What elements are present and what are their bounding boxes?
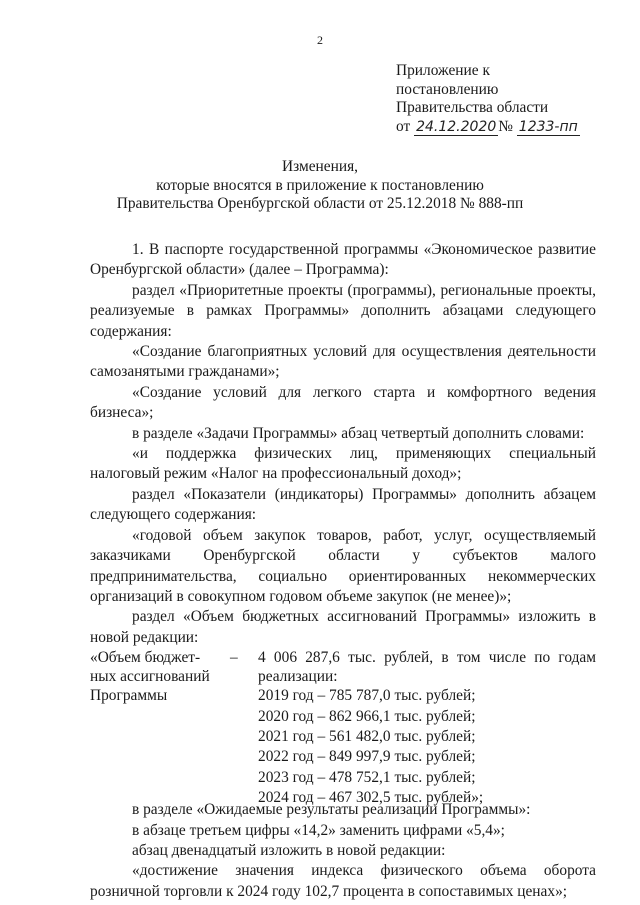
appendix-number-sign: № xyxy=(498,117,513,135)
appendix-number: 1233-пп xyxy=(518,118,578,135)
appendix-block xyxy=(396,62,626,136)
budget-table xyxy=(90,648,596,807)
budget-dash: – xyxy=(230,649,238,667)
budget-label-line: Программы xyxy=(90,687,168,705)
appendix-date: 24.12.2020 xyxy=(416,118,497,135)
budget-label-line: ных ассигнований xyxy=(90,668,210,686)
heading-line-3: Правительства Оренбургской области от 25.12.2018 № 888-пп xyxy=(116,195,524,212)
appendix-line-2: постановлению xyxy=(396,80,499,98)
paragraph: в разделе «Задачи Программы» абзац четвертый дополнить словами: xyxy=(132,424,585,442)
budget-year-row: 2019 год – 785 787,0 тыс. рублей; xyxy=(258,687,476,705)
budget-total: 4 006 287,6 тыс. рублей, в том числе по годам реализации: xyxy=(258,649,596,686)
appendix-line-1: Приложение к xyxy=(396,62,490,79)
paragraph: «Создание условий для легкого старта и комфортного ведения бизнеса»; xyxy=(90,383,596,422)
appendix-date-line xyxy=(396,118,626,137)
budget-year-row: 2023 год – 478 752,1 тыс. рублей; xyxy=(258,768,476,786)
paragraph: 1. В паспорте государственной программы «Экономическое развитие Оренбургской области» (далее – Программа): xyxy=(90,241,596,279)
paragraph: абзац двенадцатый изложить в новой редакции: xyxy=(132,841,446,859)
paragraph: в абзаце третьем цифры «14,2» заменить цифрами «5,4»; xyxy=(132,821,505,839)
document-body xyxy=(90,240,596,902)
paragraph: «и поддержка физических лиц, применяющих специальный налоговый режим «Налог на профессиональный доход»; xyxy=(90,445,596,483)
heading-line-2: которые вносятся в приложение к постановлению xyxy=(156,176,484,194)
paragraph: раздел «Объем бюджетных ассигнований Программы» изложить в новой редакции: xyxy=(90,608,596,646)
page-number: 2 xyxy=(317,33,323,47)
paragraph: раздел «Показатели (индикаторы) Программы» дополнить абзацем следующего содержания: xyxy=(90,485,596,524)
document-heading xyxy=(0,158,640,214)
paragraph: «годовой объем закупок товаров, работ, услуг, осуществляемый заказчиками Оренбургской области у субъектов малого предпринимательства, социально ориентированных некоммерческих организаций в совокупном годовом объеме закупок (не менее)»; xyxy=(90,526,596,605)
budget-label-line: «Объем бюджет- xyxy=(90,649,201,667)
budget-values xyxy=(258,648,596,808)
budget-year-row: 2022 год – 849 997,9 тыс. рублей; xyxy=(258,748,476,766)
paragraph: в разделе «Ожидаемые результаты реализации Программы»: xyxy=(132,801,531,819)
budget-year-row: 2020 год – 862 966,1 тыс. рублей; xyxy=(258,707,476,725)
budget-year-row: 2021 год – 561 482,0 тыс. рублей; xyxy=(258,727,476,745)
paragraph: «достижение значения индекса физического объема оборота розничной торговли к 2024 году 102,7 процента в сопоставимых ценах»; xyxy=(90,862,596,900)
heading-line-1: Изменения, xyxy=(281,158,358,175)
appendix-prefix: от xyxy=(396,117,411,135)
budget-year-row: 2024 год – 467 302,5 тыс. рублей»; xyxy=(258,789,484,807)
budget-label xyxy=(90,648,240,705)
appendix-line-3: Правительства области xyxy=(396,99,549,116)
paragraph: «Создание благоприятных условий для осуществления деятельности самозанятыми гражданами»; xyxy=(90,343,596,381)
paragraph: раздел «Приоритетные проекты (программы), региональные проекты, реализуемые в рамках Программы» дополнить абзацами следующего содержания: xyxy=(90,281,596,340)
